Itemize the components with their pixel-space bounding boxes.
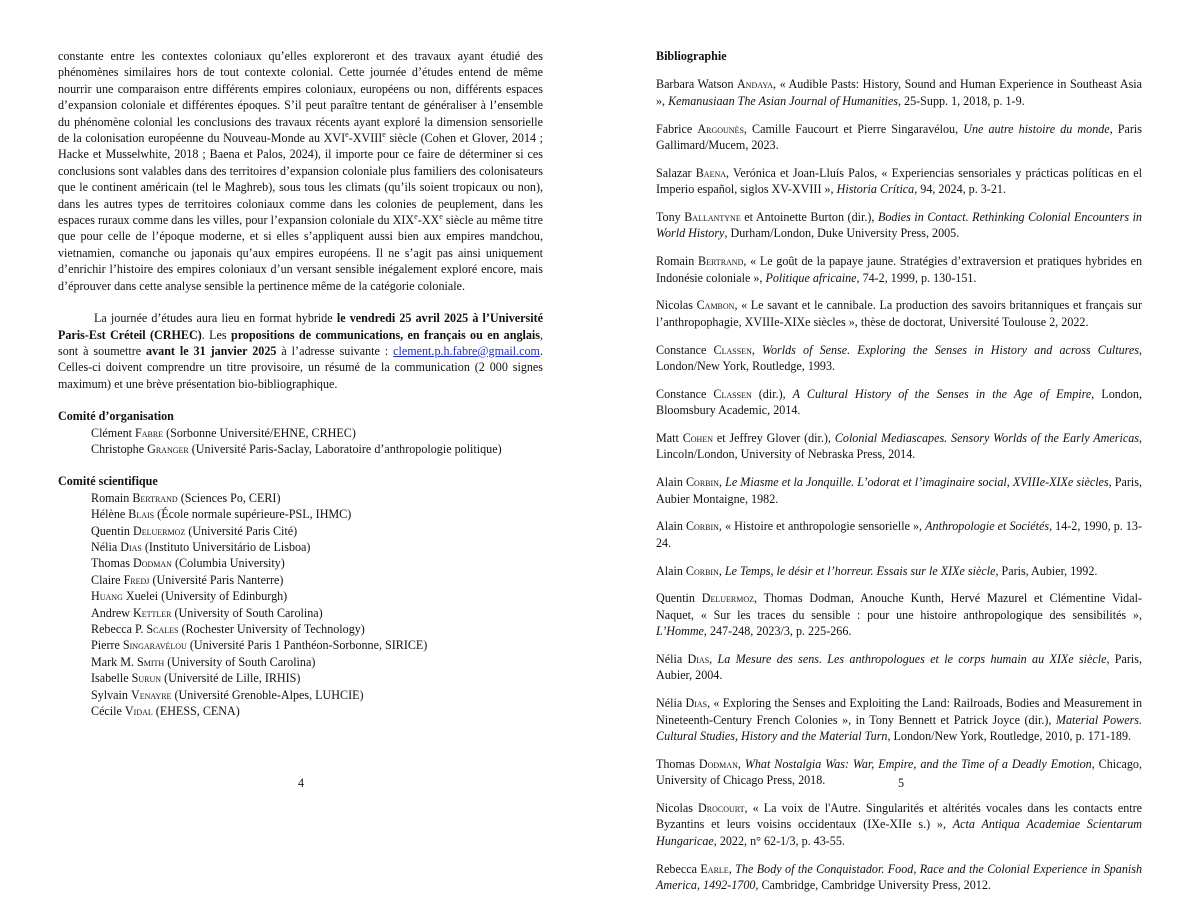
committee-member: Christophe Granger (Université Paris-Saclay, Laboratoire d’anthropologie politique) <box>91 441 502 456</box>
bibliography-entry: Matt Cohen et Jeffrey Glover (dir.), Colonial Mediascapes. Sensory Worlds of the Early Americas, Lincoln/London, University of Nebraska Press, 2014. <box>656 431 1142 462</box>
bibliography-entry: Romain Bertrand, « Le goût de la papaye jaune. Stratégies d’extraversion et pratiques hybrides en Indonésie coloniale », Politique africaine, 74-2, 1999, p. 130-151. <box>656 254 1142 285</box>
committee-member: Cécile Vidal (EHESS, CENA) <box>91 704 240 719</box>
bibliography-entry: Tony Ballantyne et Antoinette Burton (dir.), Bodies in Contact. Rethinking Colonial Encounters in World History, Durham/London, Duke University Press, 2005. <box>656 210 1142 241</box>
bibliography-entry: Barbara Watson Andaya, « Audible Pasts: History, Sound and Human Experience in Southeast Asia », Kemanusiaan The Asian Journal of Humanities, 25-Supp. 1, 2018, p. 1-9. <box>656 77 1143 108</box>
committee-member: Isabelle Surun (Université de Lille, IRHIS) <box>91 671 301 686</box>
committee-member: Romain Bertrand (Sciences Po, CERI) <box>91 490 281 505</box>
committee-member: Huang Xuelei (University of Edinburgh) <box>91 589 288 604</box>
committee-member: Pierre Singaravélou (Université Paris 1 Panthéon-Sorbonne, SIRICE) <box>91 638 428 653</box>
email-link[interactable]: clement.p.h.fabre@gmail.com <box>393 343 540 358</box>
committee-member: Andrew Kettler (University of South Carolina) <box>91 605 323 620</box>
bibliography-entry: Alain Corbin, Le Miasme et la Jonquille. L’odorat et l’imaginaire social, XVIIIe-XIXe siècles, Paris, Aubier Montaigne, 1982. <box>656 475 1142 506</box>
organizing-committee-list <box>91 425 543 458</box>
bibliography-entry: Constance Classen, Worlds of Sense. Exploring the Senses in History and across Cultures, London/New York, Routledge, 1993. <box>656 342 1143 374</box>
bibliography-entry: Fabrice Argounès, Camille Faucourt et Pierre Singaravélou, Une autre histoire du monde, Paris Gallimard/Mucem, 2023. <box>656 121 1142 153</box>
bibliography-entry: Nicolas Drocourt, « La voix de l'Autre. Singularités et altérités vocales dans les contacts entre Byzantins et leurs voisins occidentaux (IXe-XIIe s.) », Acta Antiqua Academiae Scientarum Hungaricae, 2022, n° 62-1/3, p. 43-55. <box>656 801 1142 848</box>
bibliography-entry: Salazar Baena, Verónica et Joan-Lluís Palos, « Experiencias sensoriales y prácticas políticas en el Imperio español, siglos XV-XVIII », Historia Crítica, 94, 2024, p. 3-21. <box>656 165 1143 197</box>
bibliography-entry: Nélia Dias, « Exploring the Senses and Exploiting the Land: Railroads, Bodies and Measurement in Nineteenth-Century French Colonies », in Tony Bennett et Patrick Joyce (dir.), Material Powers. Cultural Studies, History and the Material Turn, London/New York, Routledge, 2010, p. 171-189. <box>656 696 1142 744</box>
body-paragraph-2: La journée d’études aura lieu en format hybride le vendredi 25 avril 2025 à l’Université Paris-Est Créteil (CRHEC). Les propositions de communications, en français ou en anglais, sont à soumettre avant le 31 janvier 2025 à l’adresse suivante : clement.p.h.fabre@gmail.com. Celles-ci doivent comprendre un titre provisoire, un résumé de la communication (2 000 signes maximum) et une brève présentation bio-bibliographique. <box>58 311 543 391</box>
bibliography-entry: Constance Classen (dir.), A Cultural History of the Senses in the Age of Empire, London, Bloomsbury Academic, 2014. <box>656 386 1142 418</box>
left-column <box>58 48 543 719</box>
organizing-committee-heading: Comité d’organisation <box>58 409 174 424</box>
page-number: 4 <box>297 776 305 790</box>
page-number: 5 <box>897 776 905 790</box>
bibliography-entry: Thomas Dodman, What Nostalgia Was: War, Empire, and the Time of a Deadly Emotion, Chicago, University of Chicago Press, 2018. <box>656 756 1142 788</box>
bibliography-entry: Nélia Dias, La Mesure des sens. Les anthropologues et le corps humain au XIXe siècle, Paris, Aubier, 2004. <box>656 652 1143 683</box>
bibliography-entry: Alain Corbin, Le Temps, le désir et l’horreur. Essais sur le XIXe siècle, Paris, Aubier, 1992. <box>656 563 1098 578</box>
bibliography-list <box>656 76 1142 893</box>
committee-member: Clément Fabre (Sorbonne Université/EHNE, CRHEC) <box>91 425 356 440</box>
bibliography-entry: Rebecca Earle, The Body of the Conquistador. Food, Race and the Colonial Experience in Spanish America, 1492-1700, Cambridge, Cambridge University Press, 2012. <box>656 861 1143 893</box>
left-page <box>0 0 600 850</box>
committee-member: Mark M. Smith (University of South Carolina) <box>91 654 316 669</box>
scientific-committee-heading: Comité scientifique <box>58 474 158 489</box>
committee-member: Quentin Deluermoz (Université Paris Cité) <box>91 523 298 538</box>
committee-member: Hélène Blais (École normale supérieure-PSL, IHMC) <box>91 507 352 522</box>
committee-member: Sylvain Venayre (Université Grenoble-Alpes, LUHCIE) <box>91 687 364 702</box>
committee-member: Nélia Dias (Instituto Universitário de Lisboa) <box>91 539 311 554</box>
scientific-committee-list <box>91 490 543 720</box>
bibliography-entry: Nicolas Cambon, « Le savant et le cannibale. La production des savoirs britanniques et français sur l’anthropophagie, XVIIIe-XIXe siècles », thèse de doctorat, Université Toulouse 2, 2022. <box>656 298 1143 329</box>
bibliography-entry: Alain Corbin, « Histoire et anthropologie sensorielle », Anthropologie et Sociétés, 14-2, 1990, p. 13-24. <box>656 519 1142 550</box>
bibliography-entry: Quentin Deluermoz, Thomas Dodman, Anouche Kunth, Hervé Mazurel et Clémentine Vidal-Naquet, « Sur les traces du sensible : pour une histoire anthropologique des sensibilités », L’Homme, 247-248, 2023/3, p. 225-266. <box>656 591 1142 639</box>
bibliography-heading: Bibliographie <box>656 49 727 63</box>
right-page <box>600 0 1200 893</box>
committee-member: Thomas Dodman (Columbia University) <box>91 556 285 571</box>
body-paragraph-1: constante entre les contextes coloniaux qu’elles exploreront et des travaux ayant étudié des phénomènes similaires hors de tout contexte colonial. Cette journée d’études entend de même nourrir une comparaison entre différents empires coloniaux, européens ou non, différents espaces d’expansion coloniale et différentes époques. S’il peut paraître tentant de généraliser à l’ensemble du phénomène colonial les conclusions des travaux récents ayant exploré la dimension sensorielle de la colonisation européenne du Nouveau-Monde au XVIe-XVIIIe siècle (Cohen et Glover, 2014 ; Hacke et Musselwhite, 2018 ; Baena et Palos, 2024), il importe pour ce faire de déterminer si ces conclusions sont valables dans des territoires d’expansion coloniale plus familiers des colonisateurs que le continent américain (tel le Maghreb), sous tous les climats (qu’ils soient tropicaux ou non), dans les autres types de territoires coloniaux comme dans les colonies de peuplement, dans les espaces ruraux comme dans les villes, pour l’expansion coloniale du XIXe-XXe siècle au même titre que pour celle de l’époque moderne, et si elles s’appliquent aussi bien aux empires mandchou, vietnamien, comanche ou japonais qu’aux empires européens. Il ne s’agit pas ainsi uniquement d’enrichir l’histoire des empires coloniaux d’un versant sensible inégalement exploré encore, mais d’éprouver dans cette analyse sensible la pertinence même de la catégorie coloniale. <box>58 49 543 293</box>
committee-member: Rebecca P. Scales (Rochester University of Technology) <box>91 622 365 636</box>
committee-member: Claire Fredj (Université Paris Nanterre) <box>91 572 284 587</box>
